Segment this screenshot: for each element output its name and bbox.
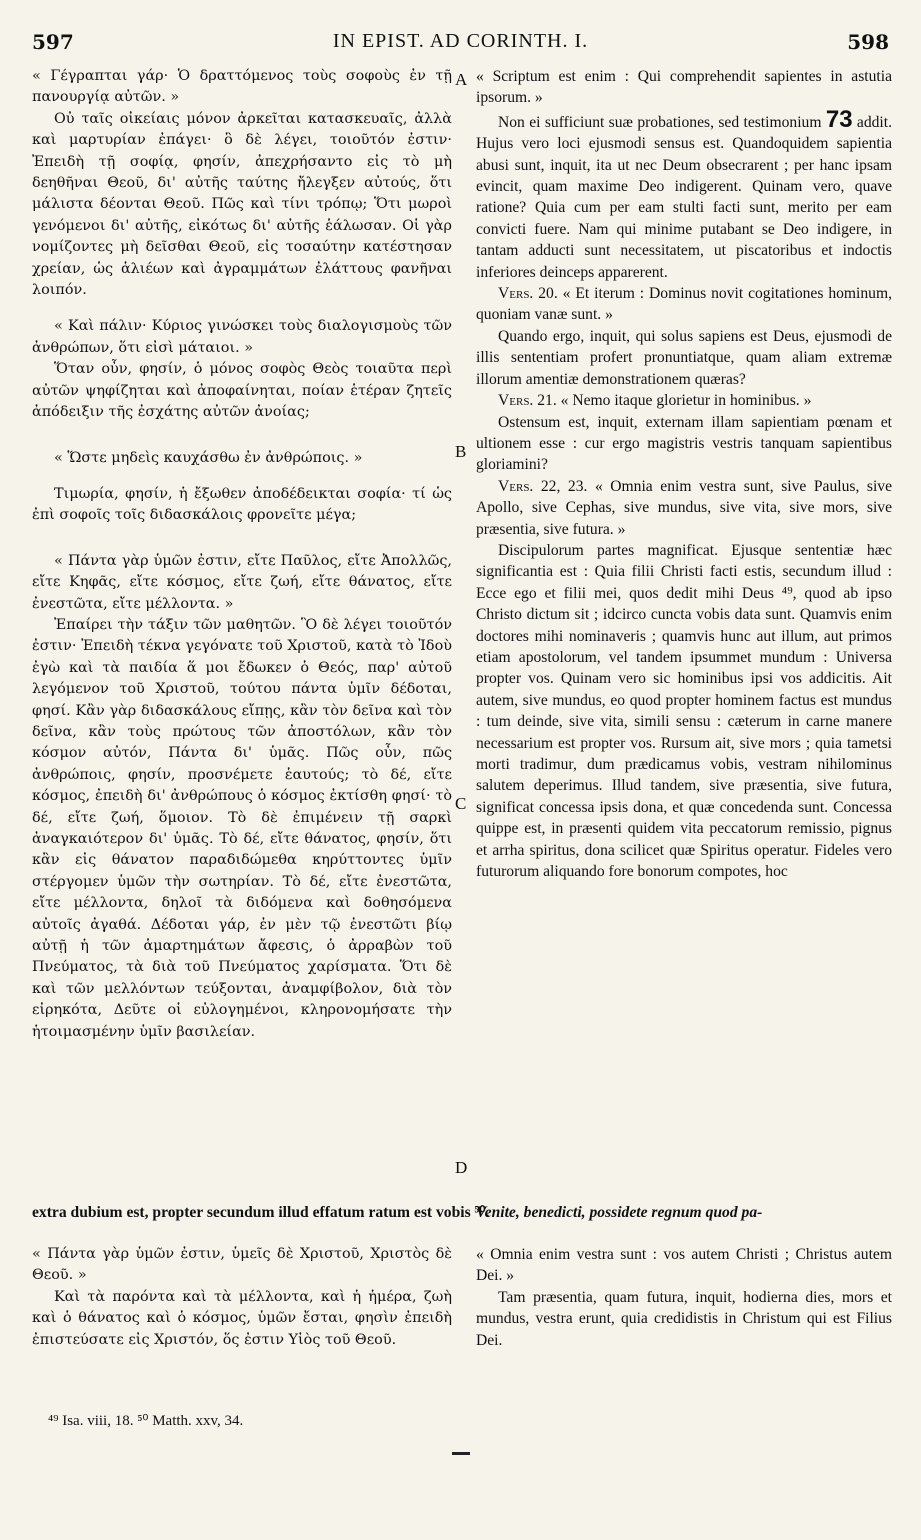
margin-letter-d: D <box>455 1158 468 1177</box>
greek-verse-19: « Γέγραπται γάρ· Ὁ δραττόμενος τοὺς σοφοὺς ἐν τῇ πανουργίᾳ αὐτῶν. » <box>32 68 452 106</box>
greek-column <box>32 66 452 1043</box>
latin-verse-20 <box>476 283 892 326</box>
greek-verse-21: « Ὥστε μηδεὶς καυχάσθω ἐν ἀνθρώποις. » <box>54 449 363 466</box>
latin-verse-21-text: « Nemo itaque glorietur in hominibus. » <box>560 392 812 410</box>
margin-letter-c: C <box>455 794 467 813</box>
margin-letter-a: A <box>455 70 468 89</box>
greek-commentary-23: Καὶ τὰ παρόντα καὶ τὰ μέλλοντα, καὶ ἡ ἡμέρα, ζωὴ καὶ ὁ θάνατος καὶ ὁ κόσμος, ὑμῶν ἔσται, φησὶν ἐπειδὴ ἐπιστεύσατε εἰς Χριστόν, ὅς ἐστιν Υἱὸς τοῦ Θεοῦ. <box>32 1288 452 1348</box>
latin-commentary-19 <box>476 105 893 283</box>
latin-spanning-tail: Venite, benedicti, possidete regnum quod pa- <box>476 1204 763 1221</box>
footnotes: ⁴⁹ Isa. viii, 18. ⁵⁰ Matth. xxv, 34. <box>48 1413 244 1429</box>
latin-commentary-22: Discipulorum partes magnificat. Ejusque sententiæ hæc significantia est : Quia filii Christi facti estis, secundum illud : Ecce ego et filii mei, quos dedit mihi Deus ⁴⁹, quod ab ipso Christo dictum sit ; idcirco cuncta vobis data sunt. Quamvis enim doctores mihi nominaveris ; quamvis hunc aut illum, aut primos etiam apostolorum, vel tandem ipsummet mundum : Universa propter vos. Quinam vero sic hominibus ipsi vos addicitis. Ait autem, sive mundus, eo quod propter hominem factus est mundus : tum deinde, sive vita, simili sensu : cæterum in carne manere necessarium est propter vos. Rursum ait, sive mors ; quia tametsi morti tradimur, dum prædicamus vobis, vestram nihilominus salutem deperimus. Illud tandem, sive præsentia, sive futura, significat concessa ipsis dona, et quæ concedenda sunt. Concessa quippe est, in præsenti quidem vita peccatorum remissio, pignus et arrha spiritus, dona scilicet quæ Spiritus operatur. Fideles vero futurorum aliquando fore bonorum compotes, hoc <box>476 541 892 881</box>
latin-verse-21 <box>476 390 892 411</box>
page-number-left: 597 <box>32 30 74 54</box>
verse-label-21: Vers. 21. <box>498 392 557 410</box>
greek-commentary-21: Τιμωρία, φησίν, ἡ ἔξωθεν ἀποδέδεικται σοφία· τί ὡς ἐπὶ σοφοῖς τοῖς διδασκάλοις φρονεῖτε μέγα; <box>32 485 452 524</box>
latin-commentary-21: Ostensum est, inquit, externam illam sapientiam pœnam et ultionem esse : cur ergo magistris vestris tanquam sapientibus gloriamini? <box>476 413 892 474</box>
greek-verse-20: « Καὶ πάλιν· Κύριος γινώσκει τοὺς διαλογισμοὺς τῶν ἀνθρώπων, ὅτι εἰσὶ μάταιοι. » <box>32 318 452 356</box>
latin-verse-23: « Omnia enim vestra sunt : vos autem Christi ; Christus autem Dei. » <box>476 1246 892 1285</box>
greek-verse-22: « Πάντα γὰρ ὑμῶν ἐστιν, εἴτε Παῦλος, εἴτε Ἀπολλῶς, εἴτε Κηφᾶς, εἴτε κόσμος, εἴτε ζωή, εἴτε θάνατος, εἴτε ἐνεστῶτα, εἴτε μέλλοντα. » <box>32 552 452 612</box>
verse-label-22: Vers. 22, 23. <box>498 477 588 495</box>
margin-letter-b: B <box>455 442 467 461</box>
running-title: IN EPIST. AD CORINTH. I. <box>332 30 589 52</box>
greek-commentary-19: Οὐ ταῖς οἰκείαις μόνον ἀρκεῖται κατασκευαῖς, ἀλλὰ καὶ μαρτυρίαν ἐπάγει· ὃ δὲ λέγει, τοιοῦτόν ἐστιν· Ἐπειδὴ τῇ σοφίᾳ, φησίν, ἀπεχρήσαντο εἰς τὸ μὴ δεηθῆναι Θεοῦ, δι' αὐτῆς ταύτης ἤλεγξεν αὐτούς, ὅτι μάλιστα δέονται Θεοῦ. Πῶς καὶ τίνι τρόπῳ; Ὅτι μωροὶ γενόμενοι δι' αὐτῆς, εἰκότως δι' αὐτῆς ἑάλωσαν. Οἱ γὰρ νομίζοντες μὴ δεῖσθαι Θεοῦ, εἰς τοσαύτην κατέστησαν χρείαν, ὡς ἁλιέων καὶ ἀγραμμάτων ἐλάττους φανῆναι λοιπόν. <box>32 110 452 299</box>
greek-commentary-22: Ἐπαίρει τὴν τάξιν τῶν μαθητῶν. Ὃ δὲ λέγει τοιοῦτόν ἐστιν· Ἐπειδὴ τέκνα γεγόνατε τοῦ Χριστοῦ, κατὰ τὸ Ἰδοὺ ἐγὼ καὶ τὰ παιδία ἅ μοι ἔδωκεν ὁ Θεός, παρ' αὐτοῦ λεγόμενον τοῦ Χριστοῦ, τούτου πάντα ὑμῖν δέδοται, φησί. Κἂν γὰρ διδασκάλους εἴπῃς, κἂν τὸν δεῖνα καὶ τὸν δεῖνα, κἂν τοὺς πρώτους τῶν ἀποστόλων, κἂν τὸν κόσμον αὐτόν, Πάντα δι' ὑμᾶς. Πῶς οὖν, πῶς ἀνθρώποις, φησίν, προσνέμετε ἑαυτούς; τὸ δέ, εἴτε κόσμος, ἐπειδὴ δι' ἀνθρώπους ὁ κόσμος ἐκτίσθη φησί· τὸ δέ, εἴτε ζωή, ὅμοιον. Τὸ δὲ ἐπιμένειν τῇ σαρκὶ ἀναγκαιότερον δι' ὑμᾶς. Τὸ δέ, εἴτε θάνατος, φησίν, ὅτι κἂν εἰς θάνατον παραδιδώμεθα κηρύττοντες ὑμῖν στέργομεν ὑμῶν τὴν σωτηρίαν. Τὸ δέ, εἴτε ἐνεστῶτα, εἴτε μέλλοντα, δηλοῖ τὰ διδόμενα καὶ δοθησόμενα αὐτοῖς ἀγαθά. Δέδοται γάρ, ἐν μὲν τῷ ἐνεστῶτι βίῳ αὐτῇ ἡ τῶν ἁμαρτημάτων ἄφεσις, ὁ ἀρραβὼν τοῦ Πνεύματος, τὰ διὰ τοῦ Πνεύματος χαρίσματα. Ὅτι δὲ καὶ τῶν μελλόντων τεύξονται, ἀναμφίβολον, διὰ τὸν εἰρηκότα, Δεῦτε οἱ εὐλογημένοι, κληρονομήσατε τὴν ἡτοιμασμένην ὑμῖν βασιλείαν. <box>32 616 452 1040</box>
greek-commentary-20: Ὅταν οὖν, φησίν, ὁ μόνος σοφὸς Θεὸς τοιαῦτα περὶ αὐτῶν ψηφίζηται καὶ ἀποφαίνηται, ποίαν ἑτέραν ζητεῖς ἀπόδειξιν τῆς ἐσχάτης αὐτῶν ἀνοίας; <box>32 361 452 421</box>
greek-column-bottom <box>32 1244 452 1351</box>
verse-label-20: Vers. 20. <box>498 285 558 303</box>
latin-commentary-19-b: addit. Hujus vero loci ejusmodi sensus est. Quandoquidem sapientia abusi sunt, inquit, ita ut nec Deum obsecrarent ; per hanc ipsam evincit, quam maxime Deo indigerent. Quinam vero, quave ratione? Quia cum per eam stulti facti sunt, merito per eam convicti fuere. Nam qui minime putabant se Deo indigere, in tantam adducti sunt necessitatem, ut piscatoribus et indoctis inferiores deinceps apparerent. <box>476 113 893 281</box>
latin-column <box>476 66 892 882</box>
column-number: 73 <box>825 105 853 133</box>
spanning-line-text: extra dubium est, propter secundum illud effatum ratum est vobis ⁵⁰. <box>32 1204 490 1221</box>
latin-commentary-20: Quando ergo, inquit, qui solus sapiens est Deus, ejusmodi de illis sententiam profert pronuntiatque, quam aliam extremæ illorum amentiæ demonstrationem quæras? <box>476 327 892 388</box>
latin-verse-22-text: « Omnia enim vestra sunt, sive Paulus, sive Apollo, sive Cephas, sive mundus, sive vita, sive mors, sive præsentia, sive futura. » <box>476 477 892 538</box>
page-end-dash <box>452 1452 470 1455</box>
page-number-right: 598 <box>847 30 889 54</box>
latin-column-bottom <box>476 1244 892 1351</box>
latin-verse-20-text: « Et iterum : Dominus novit cogitationes hominum, quoniam vanæ sunt. » <box>476 285 893 324</box>
latin-commentary-23: Tam præsentia, quam futura, inquit, hodierna dies, mors et mundus, vestra erunt, quia credidistis in Christum qui est Filius Dei. <box>476 1288 892 1349</box>
greek-verse-23: « Πάντα γὰρ ὑμῶν ἐστιν, ὑμεῖς δὲ Χριστοῦ, Χριστὸς δὲ Θεοῦ. » <box>32 1246 452 1284</box>
latin-commentary-19-a: Non ei sufficiunt suæ probationes, sed testimonium <box>498 113 822 131</box>
latin-verse-22 <box>476 476 892 540</box>
latin-verse-19: « Scriptum est enim : Qui comprehendit sapientes in astutia ipsorum. » <box>476 68 892 107</box>
page-header <box>32 30 889 58</box>
